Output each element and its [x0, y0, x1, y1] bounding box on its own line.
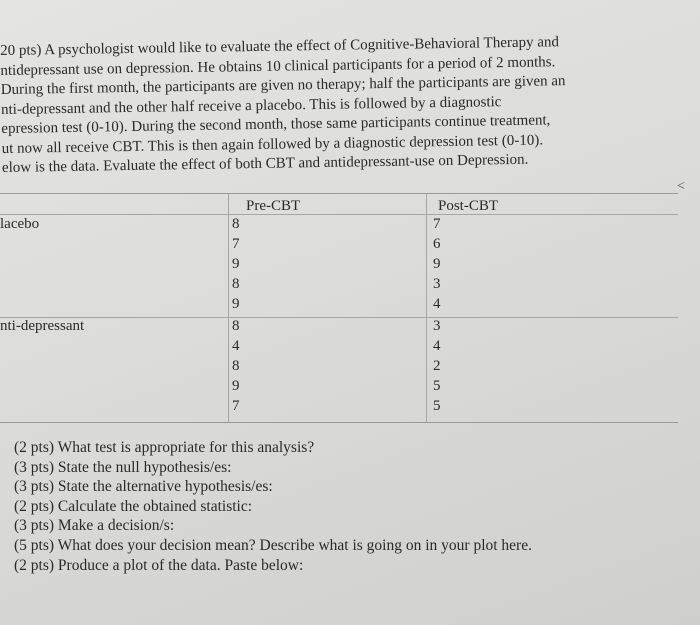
question-item: (2 pts) Calculate the obtained statistic: — [14, 497, 253, 515]
pre-cbt-cell: 8 — [232, 276, 240, 292]
pre-cbt-cell: 4 — [232, 338, 240, 354]
intro-line: elow is the data. Evaluate the effect of both CBT and antidepressant-use on Depression. — [1, 151, 529, 176]
post-cbt-cell: 2 — [433, 358, 441, 374]
intro-line: ntidepressant use on depression. He obtains 10 clinical participants for a period of 2 months. — [0, 53, 556, 79]
pre-cbt-cell: 9 — [232, 256, 240, 272]
table-column-divider — [426, 194, 427, 422]
margin-arrow-mark: < — [677, 179, 685, 194]
post-cbt-cell: 4 — [433, 338, 441, 354]
pre-cbt-cell: 8 — [232, 358, 240, 374]
question-item: (3 pts) Make a decision/s: — [14, 517, 175, 535]
intro-line: epression test (0-10). During the second month, those same participants continue treatment, — [1, 112, 551, 137]
problem-statement — [0, 32, 654, 179]
pre-cbt-cell: 7 — [232, 398, 240, 414]
pre-cbt-cell: 8 — [232, 216, 240, 232]
table-group-divider — [0, 317, 678, 318]
question-item: (3 pts) State the alternative hypothesis/es: — [14, 478, 273, 496]
intro-line: 20 pts) A psychologist would like to evaluate the effect of Cognitive-Behavioral Therapy and — [0, 34, 560, 59]
group-label-antidepressant: nti-depressant — [0, 318, 85, 334]
post-cbt-cell: 3 — [433, 318, 441, 334]
post-cbt-cell: 3 — [433, 276, 441, 292]
table-column-divider — [228, 194, 229, 422]
post-cbt-cell: 5 — [433, 398, 441, 414]
header-post-cbt: Post-CBT — [438, 198, 499, 214]
post-cbt-cell: 6 — [433, 236, 441, 252]
group-label-placebo: lacebo — [0, 216, 40, 232]
post-cbt-cell: 9 — [433, 256, 441, 272]
intro-line: ut now all receive CBT. This is then again followed by a diagnostic depression test (0-10). — [1, 131, 544, 157]
pre-cbt-cell: 9 — [232, 378, 240, 394]
intro-line: During the first month, the participants are given no therapy; half the participants are given an — [0, 73, 566, 98]
question-item: (2 pts) Produce a plot of the data. Paste below: — [14, 556, 304, 574]
question-item: (3 pts) State the null hypothesis/es: — [14, 458, 232, 476]
post-cbt-cell: 4 — [433, 296, 441, 312]
question-list — [14, 438, 532, 575]
post-cbt-cell: 7 — [433, 216, 441, 232]
data-table — [0, 193, 678, 423]
question-item: (2 pts) What test is appropriate for this analysis? — [14, 439, 315, 456]
question-item: (5 pts) What does your decision mean? Describe what is going on in your plot here. — [14, 536, 532, 554]
table-header-divider — [0, 214, 678, 215]
header-pre-cbt: Pre-CBT — [246, 198, 301, 214]
post-cbt-cell: 5 — [433, 378, 441, 394]
pre-cbt-cell: 8 — [232, 318, 240, 334]
intro-line: nti-depressant and the other half receive a placebo. This is followed by a diagnostic — [0, 93, 502, 118]
pre-cbt-cell: 7 — [232, 236, 240, 252]
pre-cbt-cell: 9 — [232, 296, 240, 312]
